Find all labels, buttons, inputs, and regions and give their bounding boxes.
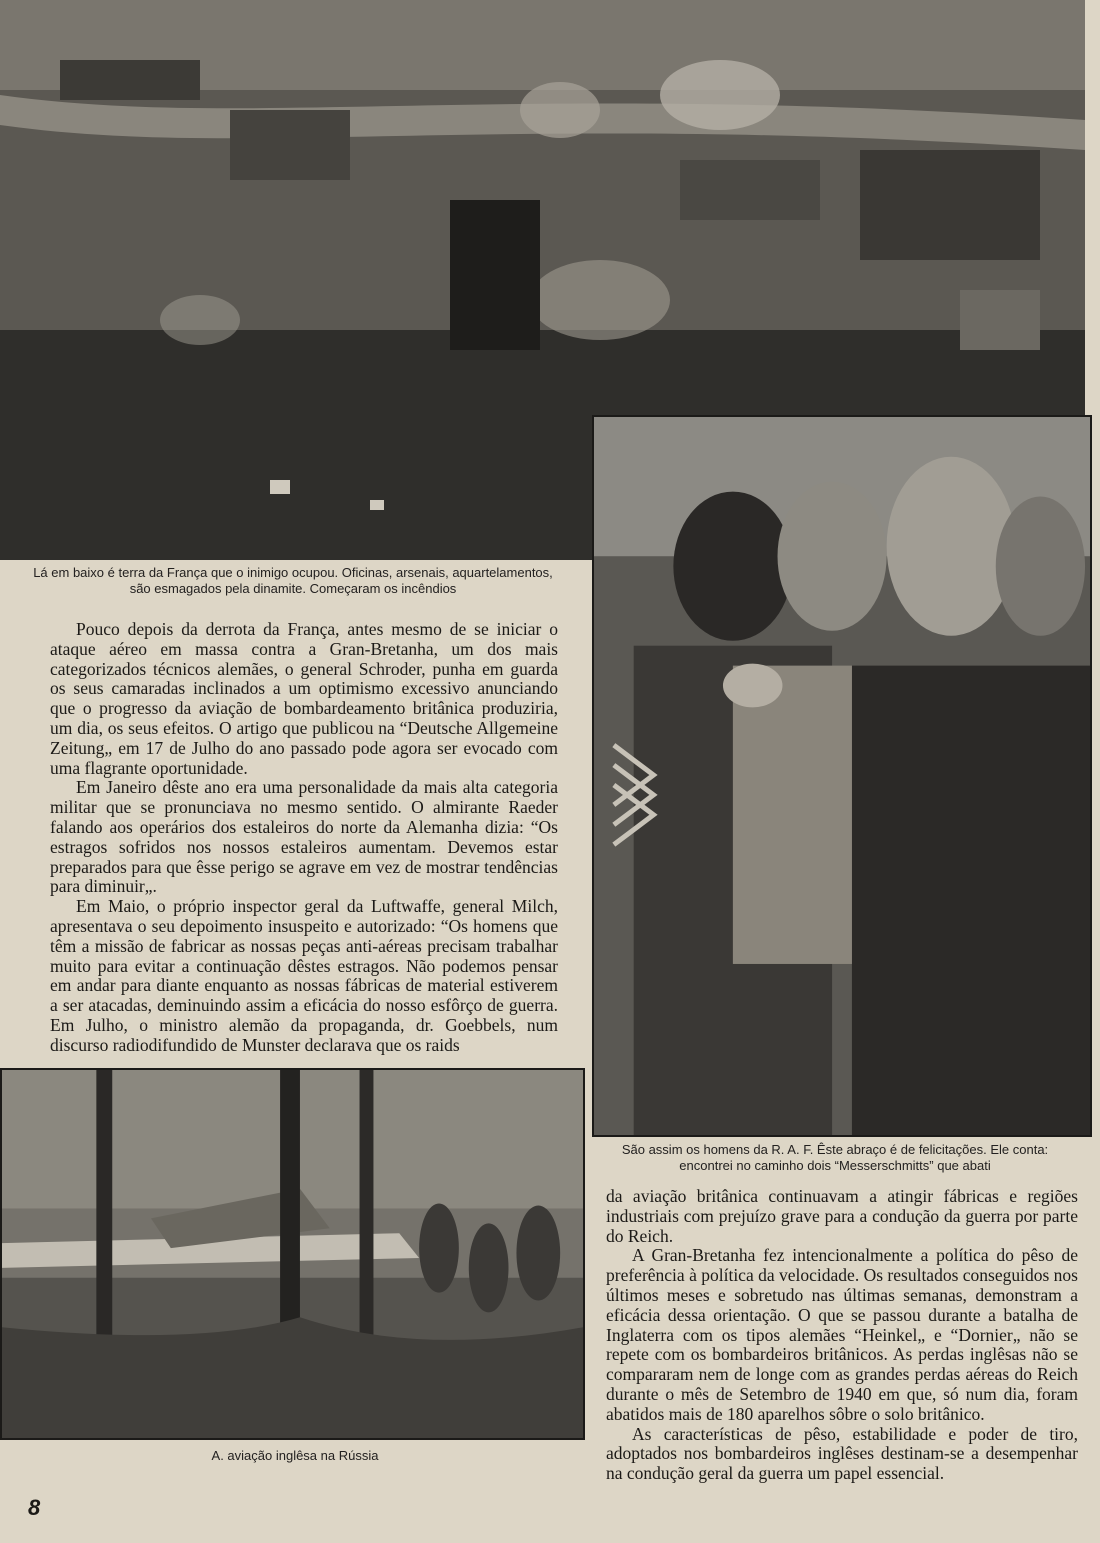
paragraph: A Gran-Bretanha fez intencionalmente a política do pêso de preferência à política da velocidade. Os resultados conseguidos nos últimos meses e sobretudo nas últimas semanas, demonstram a eficácia dessa orientação. O que se passou durante a batalha de Inglaterra com os tipos alemães “Heinkel„ e “Dornier„ não se repete com os bombardeiros britânicos. As perdas inglêsas não se compararam nem de longe com as grandes perdas aéreas do Reich durante o mês de Setembro de 1940 em que, só num dia, foram abatidos mais de 180 aparelhos sôbre o solo britânico.	[606, 1245, 1078, 1424]
page-number: 8	[28, 1495, 41, 1520]
paragraph: da aviação britânica continuavam a atingir fábricas e regiões industriais com prejuízo grave para a condução da guerra por parte do Reich.	[606, 1186, 1078, 1246]
raf-pilots-photo	[592, 415, 1092, 1137]
raf-russia-photo	[0, 1068, 585, 1440]
article-column-left	[50, 620, 558, 1056]
paragraph: Em Maio, o próprio inspector geral da Luftwaffe, general Milch, apresentava o seu depoimento insuspeito e autorizado: “Os homens que têm a missão de fabricar as nossas peças anti-aéreas precisam trabalhar muito para evitar a continuação dêstes estragos. Não podemos pensar em andar para diante enquanto as nossas fábricas de material estiverem a ser atacadas, deminuindo assim a eficácia do nosso esfôrço de guerra. Em Julho, o ministro alemão da propaganda, dr. Goebbels, num discurso radiodifundido de Munster declarava que os raids	[50, 896, 558, 1055]
paragraph: As características de pêso, estabilidade e poder de tiro, adoptados nos bombardeiros inglêses destinam-se a desempenhar na condução geral da guerra um papel essencial.	[606, 1423, 1078, 1484]
russia-photo-caption: A. aviação inglêsa na Rússia	[211, 1448, 379, 1463]
paragraph: Pouco depois da derrota da França, antes mesmo de se iniciar o ataque aéreo em massa contra a Gran-Bretanha, um dos mais categorizados técnicos alemães, o general Schroder, punha em guarda os seus camaradas inclinados a um optimismo excessivo anunciando que o progresso da aviação de bombardeamento britânica produziria, um dia, os seus efeitos. O artigo que publicou na “Deutsche Allgemeine Zeitung„ em 17 de Julho do ano passado pode agora ser evocado com uma flagrante oportunidade.	[50, 619, 558, 778]
article-column-right	[606, 1187, 1078, 1484]
aerial-photo-caption: Lá em baixo é terra da França que o inimigo ocupou. Oficinas, arsenais, aquartelamentos, são esmagados pela dinamite. Começaram os incêndios	[33, 565, 553, 596]
pilots-photo-caption: São assim os homens da R. A. F. Êste abraço é de felicitações. Ele conta: encontrei no caminho dois “Messerschmitts” que abati	[621, 1142, 1049, 1173]
paragraph: Em Janeiro dêste ano era uma personalidade da mais alta categoria militar que se pronunciava no mesmo sentido. O almirante Raeder falando aos operários dos estaleiros do norte da Alemanha dizia: “Os estragos sofridos nos nossos estaleiros aumentam. Devemos estar preparados para que êsse perigo se agrave em vez de mostrar tendências para diminuir„.	[50, 777, 558, 897]
